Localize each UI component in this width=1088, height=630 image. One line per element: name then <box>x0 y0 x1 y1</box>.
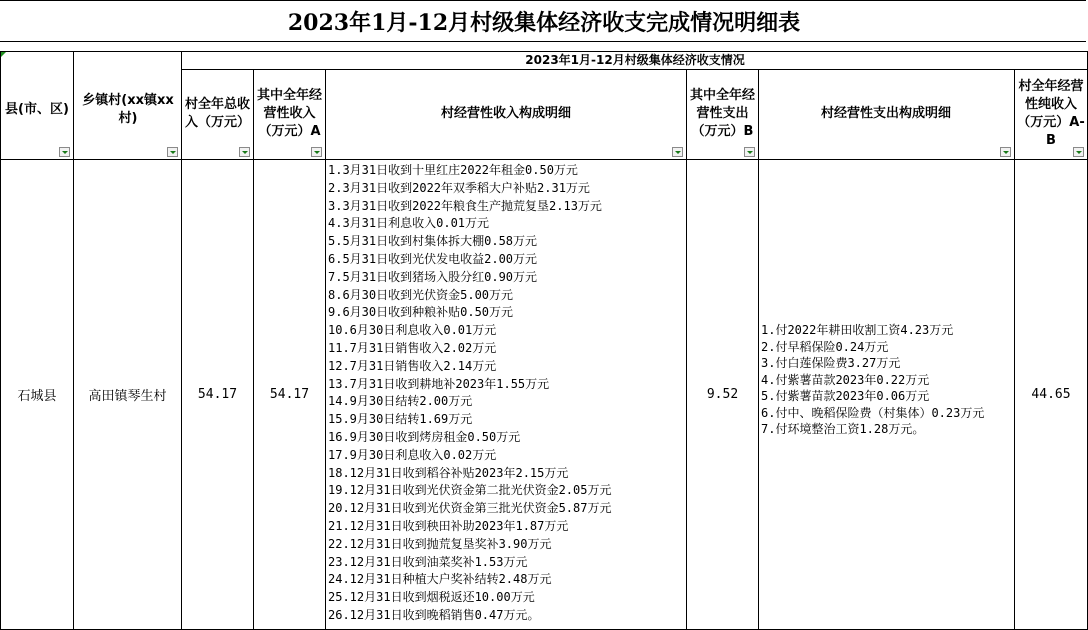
group-header: 2023年1月-12月村级集体经济收支情况 <box>525 53 745 67</box>
list-item: 10.6月30日利息收入0.01万元 <box>328 323 497 338</box>
filter-dropdown-icon[interactable] <box>167 147 178 157</box>
grid-line <box>325 69 326 630</box>
list-item: 21.12月31日收到秧田补助2023年1.87万元 <box>328 518 569 533</box>
filter-dropdown-icon[interactable] <box>672 147 683 157</box>
list-item: 18.12月31日收到稻谷补贴2023年2.15万元 <box>328 465 569 480</box>
list-item: 3.付白莲保险费3.27万元 <box>761 356 901 370</box>
list-item: 17.9月30日利息收入0.02万元 <box>328 447 497 462</box>
cell-operating-expense[interactable]: 9.52 <box>706 387 739 402</box>
cell-comment-indicator-icon <box>1 52 6 57</box>
header-operating-expense: 其中全年经营性支出（万元）B <box>689 88 755 139</box>
list-item: 6.付中、晚稻保险费（村集体）0.23万元 <box>761 405 985 420</box>
header-village: 乡镇村(xx镇xx村) <box>82 93 174 126</box>
list-item: 1.付2022年耕田收割工资4.23万元 <box>761 323 954 337</box>
list-item: 1.3月31日收到十里红庄2022年租金0.50万元 <box>328 163 578 177</box>
cell-total-income[interactable]: 54.17 <box>197 387 238 402</box>
list-item: 12.7月31日销售收入2.14万元 <box>328 358 497 373</box>
list-item: 14.9月30日结转2.00万元 <box>328 394 473 409</box>
list-item: 9.6月30日收到种粮补贴0.50万元 <box>328 305 514 320</box>
filter-dropdown-icon[interactable] <box>1073 147 1084 157</box>
list-item: 26.12月31日收到晚稻销售0.47万元。 <box>328 607 540 622</box>
header-county: 县(市、区) <box>5 102 69 117</box>
list-item: 11.7月31日销售收入2.02万元 <box>328 340 497 355</box>
list-item: 24.12月31日种植大户奖补结转2.48万元 <box>328 572 552 587</box>
filter-dropdown-icon[interactable] <box>239 147 250 157</box>
list-item: 25.12月31日收到烟税返还10.00万元 <box>328 590 535 605</box>
spacer-row <box>0 41 1088 52</box>
header-net-income: 村全年经营性纯收入（万元）A-B <box>1017 79 1085 148</box>
filter-dropdown-icon[interactable] <box>311 147 322 157</box>
list-item: 19.12月31日收到光伏资金第二批光伏资金2.05万元 <box>328 483 612 498</box>
expense-detail-list[interactable] <box>761 322 1011 438</box>
header-operating-income: 其中全年经营性收入（万元）A <box>256 88 322 139</box>
header-total-income: 村全年总收入（万元） <box>184 97 250 130</box>
list-item: 23.12月31日收到油菜奖补1.53万元 <box>328 554 528 569</box>
list-item: 4.3月31日利息收入0.01万元 <box>328 216 490 231</box>
list-item: 5.付紫薯苗款2023年0.06万元 <box>761 389 930 403</box>
list-item: 5.5月31日收到村集体拆大棚0.58万元 <box>328 234 538 249</box>
list-item: 7.付环境整治工资1.28万元。 <box>761 422 925 436</box>
list-item: 13.7月31日收到耕地补2023年1.55万元 <box>328 376 550 391</box>
header-expense-detail: 村经营性支出构成明细 <box>820 106 951 121</box>
list-item: 7.5月31日收到猪场入股分红0.90万元 <box>328 269 538 284</box>
list-item: 2.付早稻保险0.24万元 <box>761 339 889 354</box>
header-income-detail: 村经营性收入构成明细 <box>440 106 571 121</box>
sheet-title: 2023年1月-12月村级集体经济收支完成情况明细表 <box>287 10 801 36</box>
list-item: 3.3月31日收到2022年粮食生产抛荒复垦2.13万元 <box>328 198 602 213</box>
filter-dropdown-icon[interactable] <box>59 147 70 157</box>
list-item: 4.付紫薯苗款2023年0.22万元 <box>761 372 930 387</box>
cell-county[interactable]: 石城县 <box>17 389 57 404</box>
list-item: 8.6月30日收到光伏资金5.00万元 <box>328 287 514 302</box>
filter-dropdown-icon[interactable] <box>744 147 755 157</box>
cell-village[interactable]: 高田镇琴生村 <box>88 389 167 404</box>
list-item: 6.5月31日收到光伏发电收益2.00万元 <box>328 251 538 266</box>
cell-net-income[interactable]: 44.65 <box>1031 387 1071 402</box>
filter-dropdown-icon[interactable] <box>1000 147 1011 157</box>
grid-line <box>758 69 759 630</box>
list-item: 2.3月31日收到2022年双季稻大户补贴2.31万元 <box>328 180 590 195</box>
list-item: 16.9月30日收到烤房租金0.50万元 <box>328 429 521 444</box>
income-detail-list[interactable] <box>328 162 684 625</box>
list-item: 22.12月31日收到抛荒复垦奖补3.90万元 <box>328 536 552 551</box>
list-item: 15.9月30日结转1.69万元 <box>328 412 473 427</box>
cell-operating-income[interactable]: 54.17 <box>269 387 310 402</box>
list-item: 20.12月31日收到光伏资金第三批光伏资金5.87万元 <box>328 501 612 516</box>
